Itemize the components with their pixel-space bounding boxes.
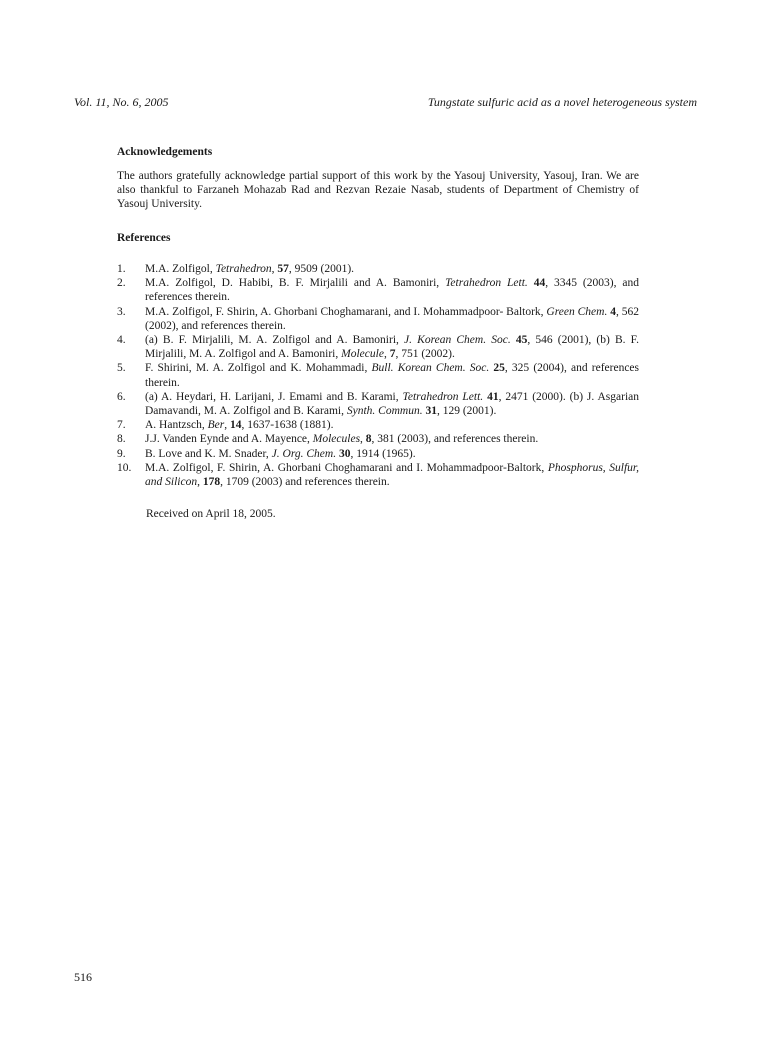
page-number: 516 xyxy=(74,970,92,984)
reference-number: 6. xyxy=(117,390,126,403)
reference-item xyxy=(117,461,639,489)
running-header-volume: Vol. 11, No. 6, 2005 xyxy=(74,95,169,109)
reference-number: 8. xyxy=(117,433,126,446)
acknowledgements-text: The authors gratefully acknowledge partial support of this work by the Yasouj University, Yasouj, Iran. We are also thankful to Farzaneh Mohazab Rad and Rezvan Rezaie Nasab, students of Department of Chemistry of Yasouj University. xyxy=(117,170,639,211)
reference-item xyxy=(117,276,639,304)
reference-number: 4. xyxy=(117,334,126,347)
reference-item xyxy=(117,390,639,418)
acknowledgements-heading: Acknowledgements xyxy=(117,146,213,158)
reference-number: 9. xyxy=(117,447,126,460)
reference-number: 2. xyxy=(117,277,126,290)
reference-item xyxy=(117,432,639,446)
reference-number: 1. xyxy=(117,263,126,275)
received-date: Received on April 18, 2005. xyxy=(146,508,276,520)
reference-text: M.A. Zolfigol, Tetrahedron, 57, 9509 (2001). xyxy=(145,263,355,275)
reference-item xyxy=(117,447,639,461)
reference-text: B. Love and K. M. Snader, J. Org. Chem. 30, 1914 (1965). xyxy=(145,447,416,460)
reference-text: (a) B. F. Mirjalili, M. A. Zolfigol and A. Bamoniri, J. Korean Chem. Soc. 45, 546 (2001), (b) B. F. Mirjalili, M. A. Zolfigol and A. Bamoniri, Molecule, 7, 751 (2002). xyxy=(145,334,639,361)
reference-item xyxy=(117,418,639,432)
reference-item xyxy=(117,361,639,389)
reference-item xyxy=(117,333,639,361)
reference-text: F. Shirini, M. A. Zolfigol and K. Mohammadi, Bull. Korean Chem. Soc. 25, 325 (2004), and references therein. xyxy=(145,362,640,389)
reference-item xyxy=(117,262,639,276)
references-list xyxy=(117,262,639,489)
reference-number: 10. xyxy=(117,461,132,474)
reference-number: 5. xyxy=(117,362,126,375)
reference-text: M.A. Zolfigol, D. Habibi, B. F. Mirjalili and A. Bamoniri, Tetrahedron Lett. 44, 3345 (2003), and references therein. xyxy=(145,277,639,304)
reference-text: (a) A. Heydari, H. Larijani, J. Emami and B. Karami, Tetrahedron Lett. 41, 2471 (2000). (b) J. Asgarian Damavandi, M. A. Zolfigol and B. Karami, Synth. Commun. 31, 129 (2001). xyxy=(145,390,640,418)
references-heading: References xyxy=(117,232,171,244)
reference-number: 3. xyxy=(117,305,126,318)
reference-number: 7. xyxy=(117,419,126,432)
reference-text: M.A. Zolfigol, F. Shirin, A. Ghorbani Choghamarani, and I. Mohammadpoor- Baltork, Green Chem. 4, 562 (2002), and references therein. xyxy=(145,305,639,332)
reference-text: A. Hantzsch, Ber, 14, 1637-1638 (1881). xyxy=(145,419,334,432)
reference-item xyxy=(117,305,639,333)
reference-text: J.J. Vanden Eynde and A. Mayence, Molecules, 8, 381 (2003), and references therein. xyxy=(145,433,539,446)
reference-text: M.A. Zolfigol, F. Shirin, A. Ghorbani Choghamarani and I. Mohammadpoor-Baltork, Phosphorus, Sulfur, and Silicon, 178, 1709 (2003) and references therein. xyxy=(145,461,639,489)
running-header-title: Tungstate sulfuric acid as a novel heterogeneous system xyxy=(427,95,697,109)
